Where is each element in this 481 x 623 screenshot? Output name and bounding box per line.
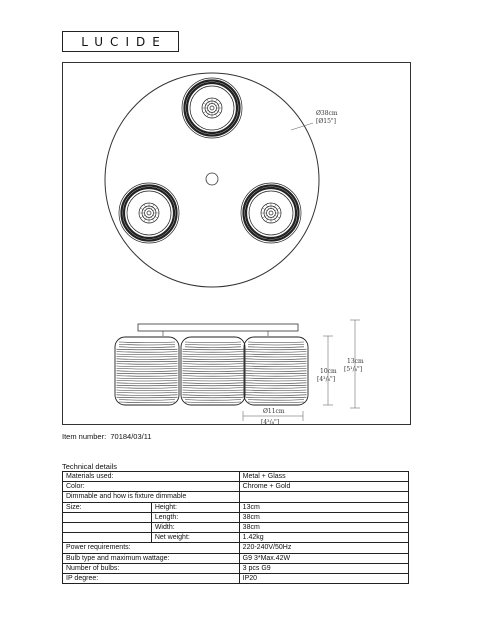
spec-row [63,522,409,532]
shade-height-inch-label: [4³/₈"] [317,376,336,383]
item-number-value: 70184/03/11 [110,432,152,441]
spec-row [63,573,409,583]
shade-width-label: Ø11cm [263,408,285,415]
top-view [105,73,338,287]
technical-details-title: Technical details [62,462,118,471]
item-number [62,432,152,441]
spec-row [63,482,409,492]
spec-value: 220-240V/50Hz [239,543,408,553]
spec-value: Metal + Glass [239,472,408,482]
spec-label [63,533,152,543]
spec-sublabel: Width: [151,522,239,532]
spec-label [63,522,152,532]
spec-value: Chrome + Gold [239,482,408,492]
spec-row [63,553,409,563]
spec-value [239,492,408,502]
spotlight-head [182,78,242,138]
technical-drawing [62,62,411,425]
diameter-label: Ø38cm [316,110,338,117]
brand-logo: LUCIDE [62,31,179,52]
spec-label: Bulb type and maximum wattage: [63,553,240,563]
spec-sublabel: Length: [151,512,239,522]
spec-value: 3 pcs G9 [239,563,408,573]
spec-label: Power requirements: [63,543,240,553]
spec-label: Materials used: [63,472,240,482]
spec-value: 13cm [239,502,408,512]
shade-width-inch-label: [4³/₈"] [261,419,280,426]
overall-height-inch-label: [5¹/₈"] [344,366,363,373]
glass-shade [244,337,308,405]
spec-row [63,543,409,553]
spec-row [63,533,409,543]
spec-row [63,563,409,573]
spec-label: Number of bulbs: [63,563,240,573]
spec-value: 38cm [239,512,408,522]
spec-value: G9 3*Max.42W [239,553,408,563]
overall-height-label: 13cm [347,358,364,365]
spotlight-head [119,183,179,243]
spotlight-head [241,183,301,243]
item-number-label: Item number: [62,432,107,441]
spec-label: Color: [63,482,240,492]
spec-label: IP degree: [63,573,240,583]
spec-sublabel: Height: [151,502,239,512]
side-view [115,320,364,426]
specs-table [62,471,409,584]
glass-shade [115,337,179,405]
spec-value: 1.42kg [239,533,408,543]
spec-row [63,492,409,502]
spec-label: Dimmable and how is fixture dimmable [63,492,240,502]
spec-sublabel: Net weight: [151,533,239,543]
spec-value: IP20 [239,573,408,583]
glass-shade [181,337,245,405]
spec-value: 38cm [239,522,408,532]
spec-row [63,472,409,482]
diameter-inch-label: [Ø15"] [316,118,336,125]
spec-row [63,502,409,512]
spec-row [63,512,409,522]
shade-height-label: 10cm [320,368,337,375]
spec-label [63,512,152,522]
spec-label: Size: [63,502,152,512]
drawing-svg [63,63,412,426]
